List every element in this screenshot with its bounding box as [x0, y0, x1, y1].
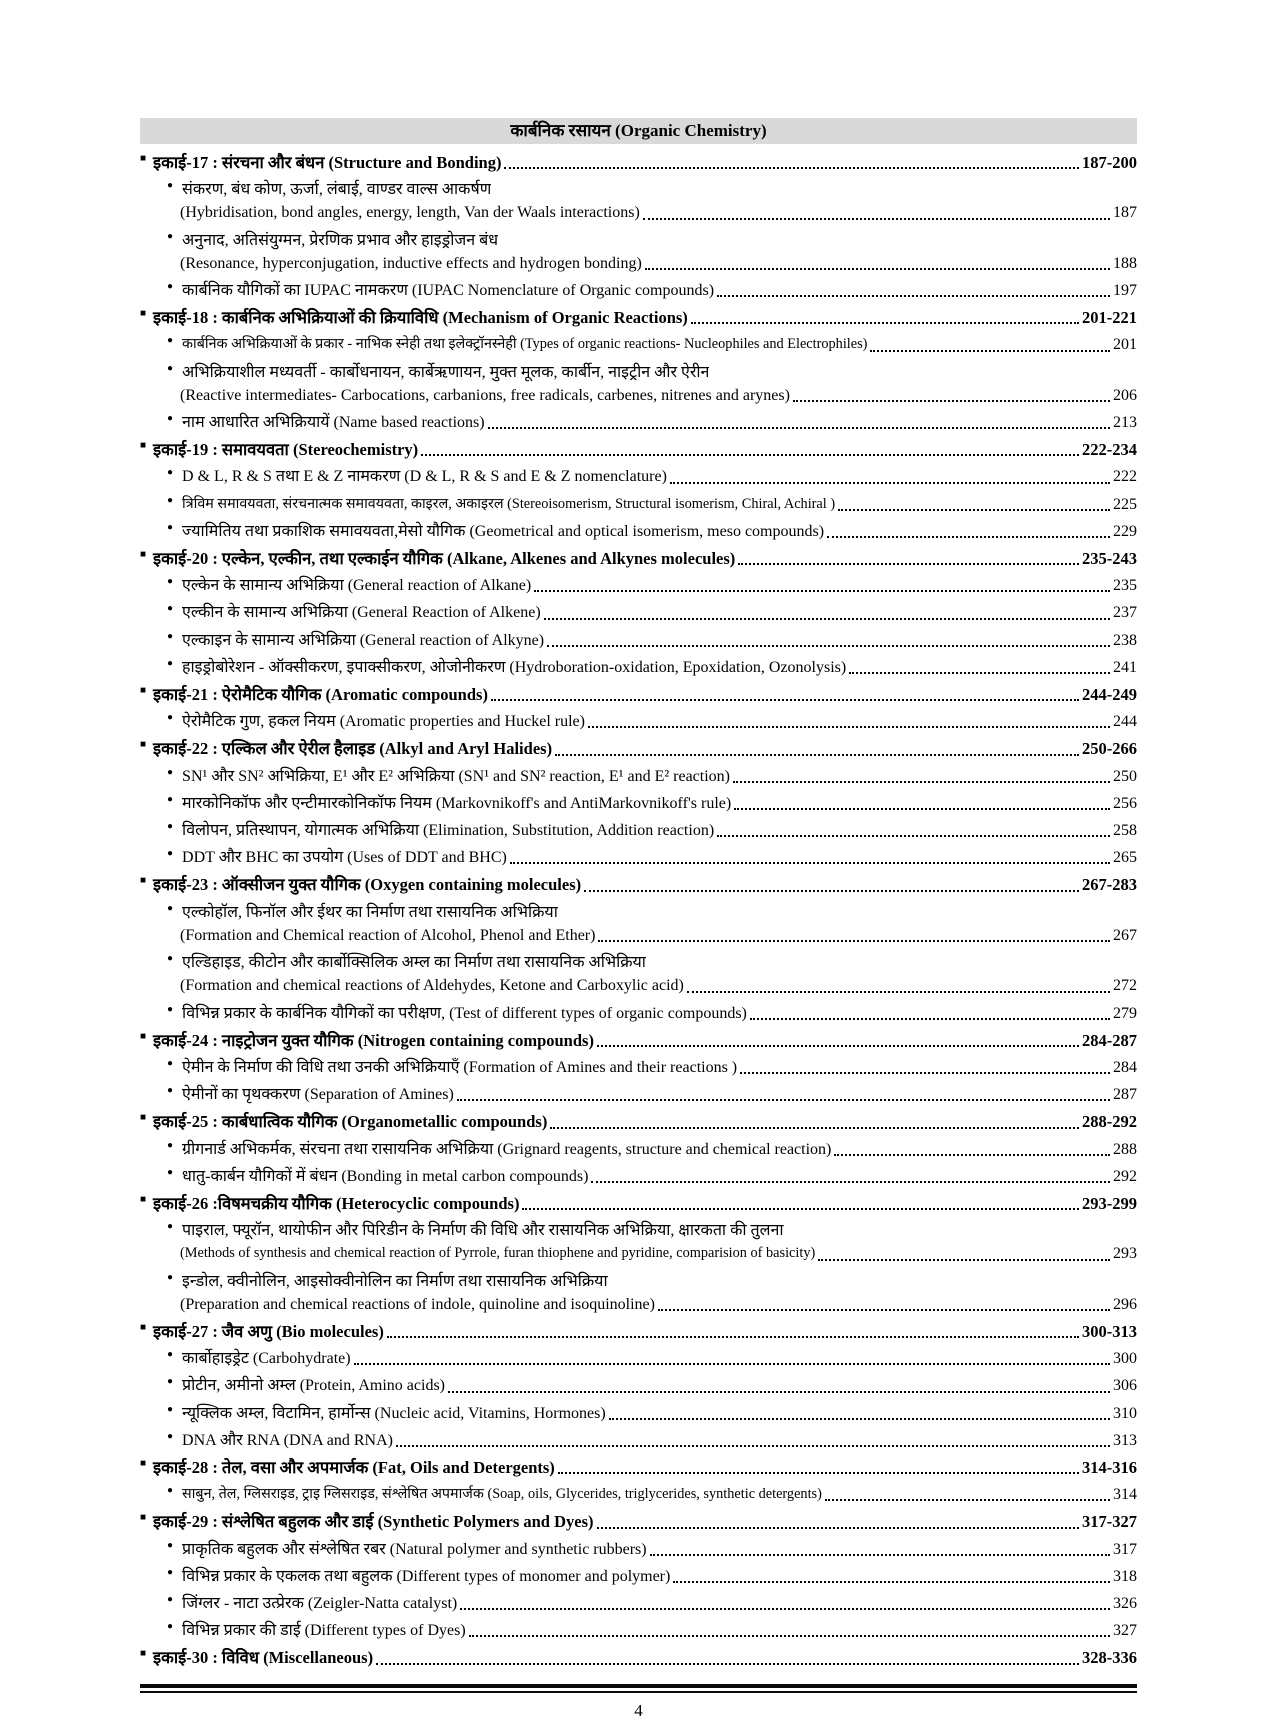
footer-rule-thin	[140, 1691, 1137, 1693]
unit-page-range: 187-200	[1082, 153, 1137, 172]
item-page-number: 306	[1113, 1377, 1137, 1395]
item-page-number: 187	[1113, 204, 1137, 222]
item-page-number: 250	[1113, 767, 1137, 785]
item-label: कार्बोहाइड्रेट (Carbohydrate)	[182, 1350, 351, 1368]
circle-bullet-icon: ●	[167, 494, 174, 506]
circle-bullet-icon: ●	[167, 848, 174, 860]
item-label: त्रिविम समावयवता, संरचनात्मक समावयवता, काइरल, अकाइरल (Stereoisomerism, Structural isomerism, Chiral, Achiral )	[182, 495, 836, 512]
toc-item-row	[140, 357, 1137, 384]
item-page-number: 265	[1113, 849, 1137, 867]
dot-leader	[609, 1418, 1110, 1420]
circle-bullet-icon: ●	[167, 712, 174, 724]
item-label-english: (Methods of synthesis and chemical reaction of Pyrrole, furan thiophene and pyridine, comparision of basicity)	[180, 1245, 816, 1262]
dot-leader	[598, 940, 1110, 942]
unit-title: इकाई-18 : कार्बनिक अभिक्रियाओं की क्रियाविधि (Mechanism of Organic Reactions)	[153, 308, 688, 328]
item-page-number: 188	[1113, 254, 1137, 272]
unit-page-range: 235-243	[1082, 549, 1137, 569]
toc-item-row	[140, 1479, 1137, 1506]
toc-item-continuation-row	[140, 1242, 1137, 1265]
dot-leader	[488, 427, 1110, 429]
circle-bullet-icon: ●	[167, 1403, 174, 1415]
dot-leader	[591, 1181, 1110, 1183]
dot-leader	[838, 509, 1110, 511]
toc-item-row	[140, 1588, 1137, 1615]
item-page-number: 213	[1113, 414, 1137, 432]
unit-page-range: 317-327	[1082, 1512, 1137, 1532]
item-label-english: (Resonance, hyperconjugation, inductive effects and hydrogen bonding)	[180, 254, 642, 272]
toc-item-row	[140, 815, 1137, 842]
item-label: ऐरोमैटिक गुण, हकल नियम (Aromatic properties and Huckel rule)	[182, 713, 585, 731]
circle-bullet-icon: ●	[167, 467, 174, 479]
circle-bullet-icon: ●	[167, 1221, 174, 1233]
item-page-number: 201	[1113, 336, 1137, 354]
toc-item-row	[140, 1266, 1137, 1293]
item-label: मारकोनिकॉफ और एन्टीमारकोनिकॉफ नियम (Markovnikoff's and AntiMarkovnikoff's rule)	[182, 794, 732, 812]
toc-item-row	[140, 570, 1137, 597]
dot-leader	[870, 350, 1110, 352]
item-label: कार्बनिक यौगिकों का IUPAC नामकरण (IUPAC Nomenclature of Organic compounds)	[182, 282, 715, 300]
circle-bullet-icon: ●	[167, 1085, 174, 1097]
item-page-number: 197	[1113, 282, 1137, 300]
dot-leader	[491, 699, 1079, 701]
toc-item-row	[140, 761, 1137, 788]
unit-page-range: 267-283	[1082, 875, 1137, 895]
item-label: विभिन्न प्रकार के कार्बनिक यौगिकों का परीक्षण, (Test of different types of organic compounds)	[182, 1004, 747, 1022]
dot-leader	[584, 890, 1079, 892]
toc-item-row	[140, 275, 1137, 302]
dot-leader	[588, 726, 1110, 728]
circle-bullet-icon: ●	[167, 603, 174, 615]
circle-bullet-icon: ●	[167, 335, 174, 347]
toc-item-row	[140, 652, 1137, 679]
item-page-number: 327	[1113, 1622, 1137, 1640]
item-label-english: (Formation and Chemical reaction of Alcohol, Phenol and Ether)	[180, 926, 596, 944]
item-page-number: 293	[1113, 1245, 1137, 1263]
circle-bullet-icon: ●	[167, 1485, 174, 1497]
square-bullet-icon: ■	[140, 1321, 147, 1333]
dot-leader	[547, 645, 1110, 647]
dot-leader	[818, 1259, 1110, 1261]
footer-rule	[140, 1684, 1137, 1693]
item-label: DDT और BHC का उपयोग (Uses of DDT and BHC)	[182, 849, 507, 867]
toc-unit-row	[140, 1316, 1137, 1343]
item-label: SN¹ और SN² अभिक्रिया, E¹ और E² अभिक्रिया (SN¹ and SN² reaction, E¹ and E² reaction)	[182, 767, 731, 785]
dot-leader	[555, 754, 1079, 756]
item-label-english: (Formation and chemical reactions of Aldehydes, Ketone and Carboxylic acid)	[180, 977, 684, 995]
toc-item-continuation-row	[140, 252, 1137, 275]
toc-item-row	[140, 1052, 1137, 1079]
dot-leader	[734, 808, 1110, 810]
item-page-number: 317	[1113, 1540, 1137, 1558]
toc-unit-row	[140, 1642, 1137, 1669]
toc-unit-row	[140, 1025, 1137, 1052]
dot-leader	[457, 1099, 1110, 1101]
dot-leader	[687, 991, 1110, 993]
item-page-number: 225	[1113, 495, 1137, 513]
square-bullet-icon: ■	[140, 1512, 147, 1524]
unit-title: इकाई-24 : नाइट्रोजन युक्त यौगिक (Nitrogen containing compounds)	[153, 1030, 594, 1050]
item-page-number: 296	[1113, 1295, 1137, 1313]
dot-leader	[738, 563, 1079, 565]
item-label: D & L, R & S तथा E & Z नामकरण (D & L, R & S and E & Z nomenclature)	[182, 468, 667, 486]
circle-bullet-icon: ●	[167, 1003, 174, 1015]
toc-unit-row	[140, 1188, 1137, 1215]
item-page-number: 326	[1113, 1594, 1137, 1612]
item-label: विभिन्न प्रकार की डाई (Different types of Dyes)	[182, 1622, 466, 1640]
item-label: कार्बनिक अभिक्रियाओं के प्रकार - नाभिक स्नेही तथा इलेक्ट्रॉनस्नेही (Types of organic reactions- Nucleophiles and Electrophiles)	[182, 336, 868, 353]
toc-item-row	[140, 597, 1137, 624]
toc-item-row	[140, 1425, 1137, 1452]
toc-unit-row	[140, 1106, 1137, 1133]
item-page-number: 284	[1113, 1058, 1137, 1076]
dot-leader	[740, 1072, 1110, 1074]
item-label-hindi: अभिक्रियाशील मध्यवर्ती - कार्बोधनायन, कार्बेऋणायन, मुक्त मूलक, कार्बीन, नाइट्रीन और ऐरीन	[182, 363, 710, 381]
item-page-number: 241	[1113, 658, 1137, 676]
item-label-english: (Hybridisation, bond angles, energy, length, Van der Waals interactions)	[180, 204, 640, 222]
toc-item-row	[140, 1134, 1137, 1161]
unit-page-range: 300-313	[1082, 1321, 1137, 1341]
dot-leader	[658, 1309, 1110, 1311]
toc-item-row	[140, 1343, 1137, 1370]
square-bullet-icon: ■	[140, 308, 147, 320]
item-page-number: 222	[1113, 468, 1137, 486]
dot-leader	[460, 1608, 1110, 1610]
item-page-number: 256	[1113, 794, 1137, 812]
item-label: एल्काइन के सामान्य अभिक्रिया (General reaction of Alkyne)	[182, 631, 545, 649]
item-page-number: 300	[1113, 1350, 1137, 1368]
dot-leader	[387, 1336, 1079, 1338]
circle-bullet-icon: ●	[167, 1430, 174, 1442]
item-label-english: (Preparation and chemical reactions of indole, quinoline and isoquinoline)	[180, 1295, 655, 1313]
item-label-hindi: एल्डिहाइड, कीटोन और कार्बोक्सिलिक अम्ल का निर्माण तथा रासायनिक अभिक्रिया	[182, 954, 646, 972]
item-page-number: 287	[1113, 1086, 1137, 1104]
footer-rule-thick	[140, 1684, 1137, 1688]
dot-leader	[733, 781, 1110, 783]
item-label-english: (Reactive intermediates- Carbocations, carbanions, free radicals, carbenes, nitrenes and arynes)	[180, 386, 790, 404]
dot-leader	[643, 218, 1110, 220]
item-page-number: 310	[1113, 1404, 1137, 1422]
item-page-number: 279	[1113, 1004, 1137, 1022]
item-label: प्राकृतिक बहुलक और संश्लेषित रबर (Natural polymer and synthetic rubbers)	[182, 1540, 647, 1558]
circle-bullet-icon: ●	[167, 821, 174, 833]
circle-bullet-icon: ●	[167, 953, 174, 965]
toc-item-row	[140, 516, 1137, 543]
item-page-number: 292	[1113, 1167, 1137, 1185]
circle-bullet-icon: ●	[167, 1166, 174, 1178]
item-label: ऐमीन के निर्माण की विधि तथा उनकी अभिक्रियाएँ (Formation of Amines and their reactions )	[182, 1058, 738, 1076]
dot-leader	[670, 482, 1110, 484]
toc-item-row	[140, 1370, 1137, 1397]
dot-leader	[597, 1045, 1079, 1047]
dot-leader	[522, 1208, 1079, 1210]
circle-bullet-icon: ●	[167, 521, 174, 533]
unit-title: इकाई-17 : संरचना और बंधन (Structure and Bonding)	[153, 153, 502, 172]
unit-page-range: 293-299	[1082, 1193, 1137, 1213]
toc-item-row	[140, 842, 1137, 869]
item-label: धातु-कार्बन यौगिकों में बंधन (Bonding in metal carbon compounds)	[182, 1167, 589, 1185]
square-bullet-icon: ■	[140, 1648, 147, 1660]
unit-title: इकाई-26 :विषमचक्रीय यौगिक (Heterocyclic compounds)	[153, 1193, 520, 1213]
toc-item-row	[140, 788, 1137, 815]
unit-title: इकाई-22 : एल्किल और ऐरील हैलाइड (Alkyl and Aryl Halides)	[153, 739, 553, 759]
toc-item-row	[140, 1079, 1137, 1106]
toc-unit-row	[140, 1452, 1137, 1479]
dot-leader	[448, 1391, 1110, 1393]
square-bullet-icon: ■	[140, 1112, 147, 1124]
unit-page-range: 288-292	[1082, 1112, 1137, 1132]
toc-item-continuation-row	[140, 1293, 1137, 1316]
dot-leader	[544, 618, 1110, 620]
circle-bullet-icon: ●	[167, 1539, 174, 1551]
toc-unit-row	[140, 302, 1137, 329]
square-bullet-icon: ■	[140, 875, 147, 887]
unit-page-range: 284-287	[1082, 1030, 1137, 1050]
toc-item-row	[140, 329, 1137, 356]
toc-unit-row	[140, 733, 1137, 760]
dot-leader	[750, 1018, 1110, 1020]
unit-title: इकाई-27 : जैव अणु (Bio molecules)	[153, 1321, 384, 1341]
table-of-contents	[140, 147, 1137, 1670]
item-label-hindi: इन्डोल, क्वीनोलिन, आइसोक्वीनोलिन का निर्माण तथा रासायनिक अभिक्रिया	[182, 1272, 608, 1290]
square-bullet-icon: ■	[140, 153, 147, 164]
toc-item-row	[140, 1215, 1137, 1242]
circle-bullet-icon: ●	[167, 413, 174, 425]
circle-bullet-icon: ●	[167, 180, 174, 192]
unit-title: इकाई-19 : समावयवता (Stereochemistry)	[153, 440, 419, 460]
square-bullet-icon: ■	[140, 440, 147, 452]
toc-unit-row	[140, 869, 1137, 896]
circle-bullet-icon: ●	[167, 1621, 174, 1633]
toc-item-row	[140, 489, 1137, 516]
toc-item-row	[140, 225, 1137, 252]
unit-title: इकाई-28 : तेल, वसा और अपमार्जक (Fat, Oils and Detergents)	[153, 1457, 555, 1477]
dot-leader	[834, 1154, 1110, 1156]
item-page-number: 206	[1113, 386, 1137, 404]
dot-leader	[421, 454, 1079, 456]
dot-leader	[717, 835, 1110, 837]
toc-item-row	[140, 174, 1137, 201]
dot-leader	[849, 672, 1110, 674]
toc-item-row	[140, 1534, 1137, 1561]
dot-leader	[650, 1554, 1110, 1556]
toc-unit-row	[140, 434, 1137, 461]
square-bullet-icon: ■	[140, 1457, 147, 1469]
circle-bullet-icon: ●	[167, 657, 174, 669]
toc-unit-row	[140, 543, 1137, 570]
item-label: एल्कीन के सामान्य अभिक्रिया (General Reaction of Alkene)	[182, 604, 541, 622]
unit-title: इकाई-30 : विविध (Miscellaneous)	[153, 1648, 374, 1668]
circle-bullet-icon: ●	[167, 766, 174, 778]
toc-item-row	[140, 1615, 1137, 1642]
item-label: एल्केन के सामान्य अभिक्रिया (General reaction of Alkane)	[182, 577, 532, 595]
dot-leader	[597, 1527, 1079, 1529]
item-page-number: 272	[1113, 977, 1137, 995]
page-number: 4	[634, 1700, 643, 1720]
item-label-hindi: एल्कोहॉल, फिनॉल और ईथर का निर्माण तथा रासायनिक अभिक्रिया	[182, 903, 558, 921]
item-label: न्यूक्लिक अम्ल, विटामिन, हार्मोन्स (Nucleic acid, Vitamins, Hormones)	[182, 1404, 606, 1422]
square-bullet-icon: ■	[140, 549, 147, 561]
item-label: विलोपन, प्रतिस्थापन, योगात्मक अभिक्रिया (Elimination, Substitution, Addition reaction)	[182, 822, 715, 840]
circle-bullet-icon: ●	[167, 576, 174, 588]
item-label: DNA और RNA (DNA and RNA)	[182, 1431, 393, 1449]
unit-page-range: 328-336	[1082, 1648, 1137, 1668]
dot-leader	[558, 1472, 1079, 1474]
dot-leader	[691, 322, 1079, 324]
toc-item-continuation-row	[140, 384, 1137, 407]
circle-bullet-icon: ●	[167, 1593, 174, 1605]
square-bullet-icon: ■	[140, 739, 147, 751]
toc-item-row	[140, 407, 1137, 434]
circle-bullet-icon: ●	[167, 793, 174, 805]
dot-leader	[793, 400, 1110, 402]
item-page-number: 288	[1113, 1140, 1137, 1158]
dot-leader	[645, 268, 1110, 270]
unit-page-range: 201-221	[1082, 308, 1137, 328]
square-bullet-icon: ■	[140, 1193, 147, 1205]
toc-unit-row	[140, 679, 1137, 706]
toc-item-continuation-row	[140, 924, 1137, 947]
item-page-number: 237	[1113, 604, 1137, 622]
item-page-number: 258	[1113, 822, 1137, 840]
toc-item-row	[140, 1561, 1137, 1588]
circle-bullet-icon: ●	[167, 1376, 174, 1388]
item-label: जिंग्लर - नाटा उत्प्रेरक (Zeigler-Natta catalyst)	[182, 1594, 458, 1612]
unit-page-range: 314-316	[1082, 1457, 1137, 1477]
item-page-number: 318	[1113, 1567, 1137, 1585]
circle-bullet-icon: ●	[167, 1139, 174, 1151]
item-page-number: 238	[1113, 631, 1137, 649]
item-label: साबुन, तेल, ग्लिसराइड, ट्राइ ग्लिसराइड, संश्लेषित अपमार्जक (Soap, oils, Glycerides, triglycerides, synthetic detergents)	[182, 1486, 822, 1503]
dot-leader	[827, 536, 1110, 538]
circle-bullet-icon: ●	[167, 1566, 174, 1578]
unit-page-range: 250-266	[1082, 739, 1137, 759]
unit-title: इकाई-23 : ऑक्सीजन युक्त यौगिक (Oxygen containing molecules)	[153, 875, 582, 895]
circle-bullet-icon: ●	[167, 1057, 174, 1069]
item-label: नाम आधारित अभिक्रियायें (Name based reactions)	[182, 414, 485, 432]
item-label: ज्यामितिय तथा प्रकाशिक समावयवता,मेसो यौगिक (Geometrical and optical isomerism, meso compounds)	[182, 522, 825, 540]
dot-leader	[717, 295, 1110, 297]
unit-title: इकाई-29 : संश्लेषित बहुलक और डाई (Synthetic Polymers and Dyes)	[153, 1512, 594, 1532]
toc-item-row	[140, 998, 1137, 1025]
item-label: प्रोटीन, अमीनो अम्ल (Protein, Amino acids)	[182, 1377, 446, 1395]
item-page-number: 313	[1113, 1431, 1137, 1449]
toc-item-row	[140, 706, 1137, 733]
item-page-number: 267	[1113, 926, 1137, 944]
square-bullet-icon: ■	[140, 1030, 147, 1042]
toc-item-row	[140, 1161, 1137, 1188]
dot-leader	[469, 1635, 1110, 1637]
item-label-hindi: पाइराल, फ्यूरॉन, थायोफीन और पिरिडीन के निर्माण की विधि और रासायनिक अभिक्रिया, क्षारकता की तुलना	[182, 1222, 784, 1240]
item-label: ग्रीगनार्ड अभिकर्मक, संरचना तथा रासायनिक अभिक्रिया (Grignard reagents, structure and chemical reaction)	[182, 1140, 832, 1158]
square-bullet-icon: ■	[140, 685, 147, 697]
circle-bullet-icon: ●	[167, 230, 174, 242]
toc-unit-row	[140, 1506, 1137, 1533]
dot-leader	[673, 1581, 1110, 1583]
dot-leader	[825, 1499, 1110, 1501]
dot-leader	[550, 1127, 1079, 1129]
item-label: विभिन्न प्रकार के एकलक तथा बहुलक (Different types of monomer and polymer)	[182, 1567, 671, 1585]
item-page-number: 235	[1113, 577, 1137, 595]
toc-item-row	[140, 625, 1137, 652]
item-page-number: 229	[1113, 522, 1137, 540]
toc-item-row	[140, 897, 1137, 924]
toc-item-continuation-row	[140, 974, 1137, 997]
toc-item-row	[140, 947, 1137, 974]
unit-page-range: 222-234	[1082, 440, 1137, 460]
item-label: हाइड्रोबोरेशन - ऑक्सीकरण, इपाक्सीकरण, ओजोनीकरण (Hydroboration-oxidation, Epoxidation, Ozonolysis)	[182, 658, 847, 676]
toc-item-row	[140, 1398, 1137, 1425]
toc-item-continuation-row	[140, 201, 1137, 224]
unit-title: इकाई-25 : कार्बधात्विक यौगिक (Organometallic compounds)	[153, 1112, 548, 1132]
item-label: ऐमीनों का पृथक्करण (Separation of Amines)	[182, 1086, 454, 1104]
dot-leader	[376, 1663, 1079, 1665]
circle-bullet-icon: ●	[167, 362, 174, 374]
item-page-number: 244	[1113, 713, 1137, 731]
unit-page-range: 244-249	[1082, 685, 1137, 705]
toc-unit-row	[140, 147, 1137, 174]
item-label-hindi: संकरण, बंध कोण, ऊर्जा, लंबाई, वाण्डर वाल्स आकर्षण	[182, 181, 492, 199]
toc-item-row	[140, 461, 1137, 488]
dot-leader	[534, 590, 1110, 592]
dot-leader	[354, 1363, 1110, 1365]
dot-leader	[510, 862, 1110, 864]
circle-bullet-icon: ●	[167, 1349, 174, 1361]
item-label-hindi: अनुनाद, अतिसंयुग्मन, प्रेरणिक प्रभाव और हाइड्रोजन बंध	[182, 231, 499, 249]
unit-title: इकाई-21 : ऐरोमैटिक यौगिक (Aromatic compounds)	[153, 685, 488, 705]
circle-bullet-icon: ●	[167, 902, 174, 914]
dot-leader	[504, 167, 1079, 169]
unit-title: इकाई-20 : एल्केन, एल्कीन, तथा एल्काईन यौगिक (Alkane, Alkenes and Alkynes molecules)	[153, 549, 736, 569]
circle-bullet-icon: ●	[167, 630, 174, 642]
circle-bullet-icon: ●	[167, 1271, 174, 1283]
item-page-number: 314	[1113, 1486, 1137, 1504]
circle-bullet-icon: ●	[167, 281, 174, 293]
section-title: कार्बनिक रसायन (Organic Chemistry)	[140, 118, 1137, 144]
dot-leader	[396, 1445, 1110, 1447]
